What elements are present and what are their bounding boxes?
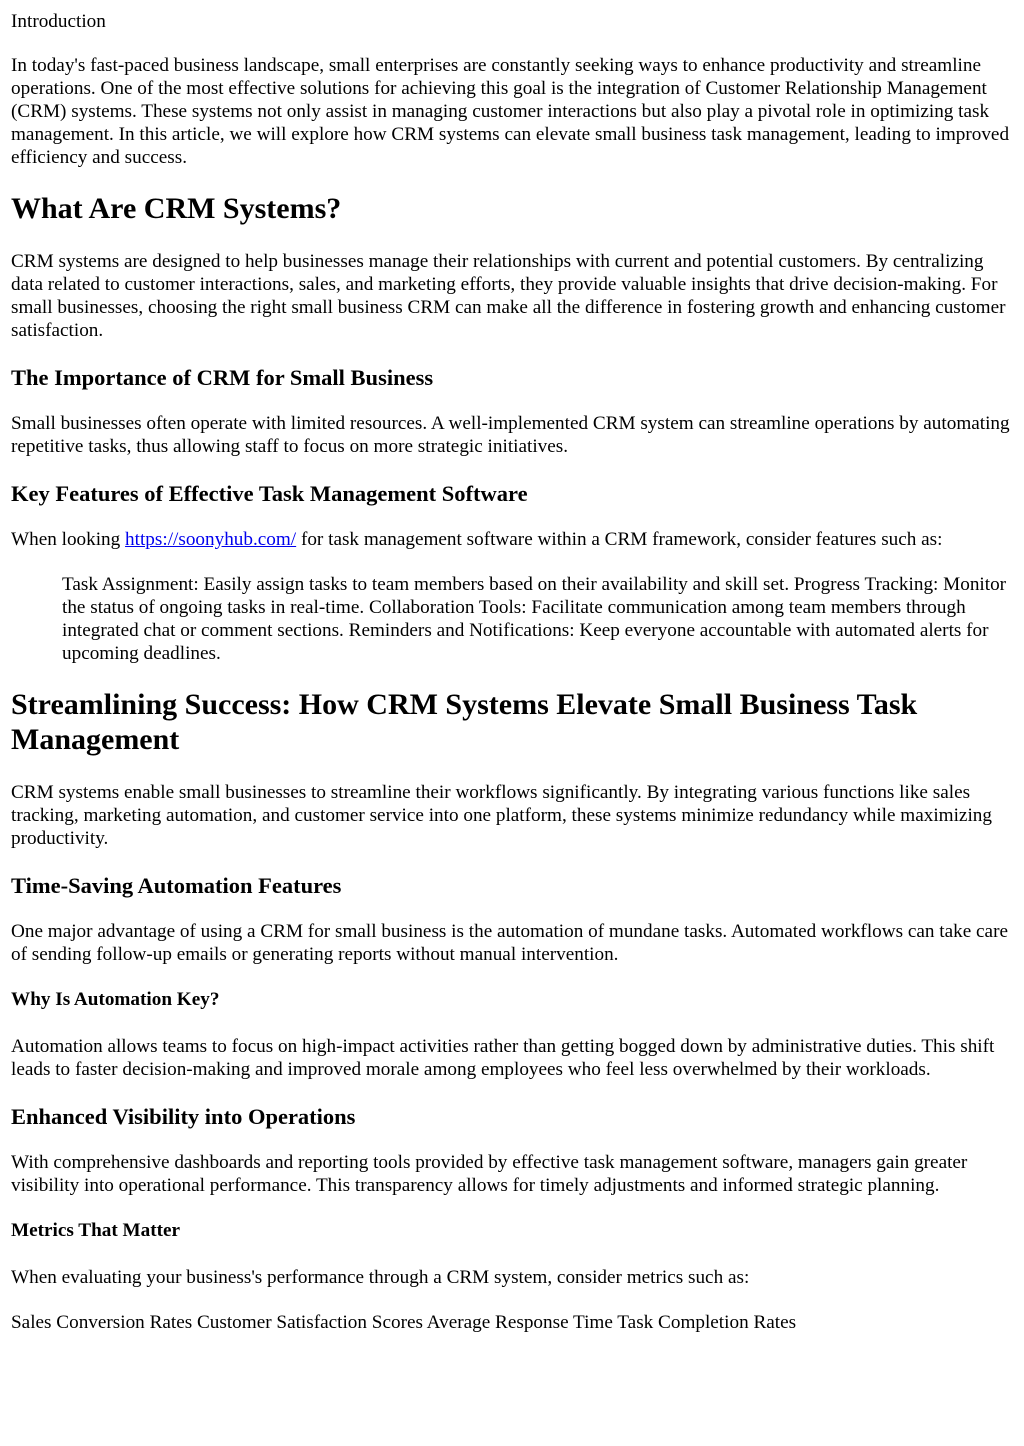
paragraph-what-are-crm: CRM systems are designed to help businesses manage their relationships with current and potential customers. By centralizing data related to customer interactions, sales, and marketing efforts, they provide valuable insights that drive decision-making. For small businesses, choosing the right small business CRM can make all the difference in fostering growth and enhancing customer satisfaction.	[11, 251, 1006, 341]
heading-metrics: Metrics That Matter	[11, 1220, 181, 1241]
intro-label: Introduction	[11, 11, 106, 32]
paragraph-enhanced-visibility: With comprehensive dashboards and reporting tools provided by effective task management software, managers gain greater visibility into operational performance. This transparency allows for timely adjustments and informed strategic planning.	[11, 1152, 968, 1196]
paragraph-importance-crm: Small businesses often operate with limited resources. A well-implemented CRM system can streamline operations by automating repetitive tasks, thus allowing staff to focus on more strategic initiatives.	[11, 413, 1010, 457]
intro-paragraph: In today's fast-paced business landscape, small enterprises are constantly seeking ways to enhance productivity and streamline operations. One of the most effective solutions for achieving this goal is the integration of Customer Relationship Management (CRM) systems. These systems not only assist in managing customer interactions but also play a pivotal role in optimizing task management. In this article, we will explore how CRM systems can elevate small business task management, leading to improved efficiency and success.	[11, 55, 1010, 168]
heading-importance-crm: The Importance of CRM for Small Business	[11, 365, 434, 390]
heading-why-automation: Why Is Automation Key?	[11, 989, 220, 1010]
soonyhub-link[interactable]: https://soonyhub.com/	[125, 529, 297, 550]
paragraph-key-features	[11, 528, 1012, 551]
heading-key-features: Key Features of Effective Task Management Software	[11, 481, 528, 506]
paragraph-streamlining-success: CRM systems enable small businesses to streamline their workflows significantly. By integrating various functions like sales tracking, marketing automation, and customer service into one platform, these systems minimize redundancy while maximizing productivity.	[11, 782, 992, 849]
key-features-text-after: for task management software within a CRM framework, consider features such as:	[296, 529, 943, 550]
heading-time-saving: Time-Saving Automation Features	[11, 873, 342, 898]
heading-streamlining-success: Streamlining Success: How CRM Systems Elevate Small Business Task Management	[11, 688, 918, 756]
features-blockquote: Task Assignment: Easily assign tasks to team members based on their availability and skill set. Progress Tracking: Monitor the status of ongoing tasks in real-time. Collaboration Tools: Facilitate communication among team members through integrated chat or comment sections. Reminders and Notifications: Keep everyone accountable with automated alerts for upcoming deadlines.	[62, 574, 1007, 664]
paragraph-time-saving: One major advantage of using a CRM for small business is the automation of mundane tasks. Automated workflows can take care of sending follow-up emails or generating reports without manual intervention.	[11, 921, 1008, 965]
paragraph-why-automation: Automation allows teams to focus on high-impact activities rather than getting bogged down by administrative duties. This shift leads to faster decision-making and improved morale among employees who feel less overwhelmed by their workloads.	[11, 1036, 995, 1080]
heading-what-are-crm: What Are CRM Systems?	[11, 192, 342, 225]
key-features-text-before: When looking	[11, 529, 126, 550]
paragraph-metrics: When evaluating your business's performance through a CRM system, consider metrics such as:	[11, 1267, 750, 1288]
heading-enhanced-visibility: Enhanced Visibility into Operations	[11, 1104, 356, 1129]
metrics-list: Sales Conversion Rates Customer Satisfaction Scores Average Response Time Task Completion Rates	[11, 1312, 797, 1333]
